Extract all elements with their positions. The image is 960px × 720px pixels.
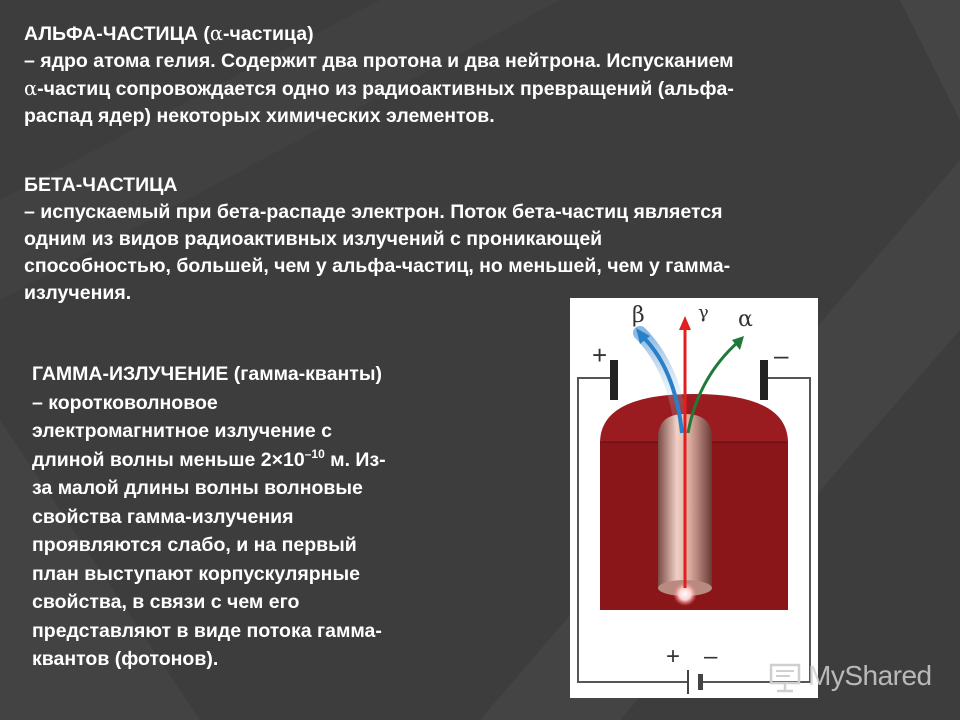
alpha-symbol: α	[24, 77, 38, 100]
gamma-text-line: план выступают корпускулярные	[32, 562, 360, 585]
beta-text-line: излучения.	[24, 282, 132, 304]
alpha-text-line: распад ядер) некоторых химических элементов.	[24, 105, 495, 127]
alpha-text-line: – ядро атома гелия. Содержит два протона и два нейтрона. Испусканием	[24, 50, 734, 72]
gamma-label: γ	[698, 302, 709, 323]
presentation-icon	[768, 659, 802, 693]
gamma-text-line: свойства гамма-излучения	[32, 505, 294, 528]
exponent: –10	[304, 446, 325, 461]
gamma-arrowhead	[679, 316, 691, 330]
watermark	[768, 656, 948, 696]
gamma-text-line: электромагнитное излучение с	[32, 420, 332, 442]
gamma-text-line: длиной волны меньше $2\times 10^{-10}$ м. Из-	[32, 446, 386, 471]
alpha-text-line: α-частиц сопровождается одно из радиоактивных превращений (альфа-	[24, 77, 734, 100]
alpha-symbol: α	[209, 22, 223, 45]
minus-sign-top: –	[774, 340, 789, 370]
plus-sign-top: +	[592, 340, 608, 370]
minus-sign-bottom: –	[704, 643, 718, 670]
plate-positive	[610, 360, 618, 400]
gamma-heading: ГАММА-ИЗЛУЧЕНИЕ (гамма-кванты)	[32, 363, 382, 385]
alpha-label: α	[738, 307, 753, 332]
gamma-text-line: за малой длины волны волновые	[32, 477, 363, 499]
gamma-text-line: представляют в виде потока гамма-	[32, 619, 382, 642]
watermark-text: MyShared	[808, 660, 932, 691]
gamma-text-line: свойства, в связи с чем его	[32, 591, 300, 613]
beta-text-line: способностью, большей, чем у альфа-частиц, но меньшей, чем у гамма-	[24, 255, 731, 277]
gamma-radiation-section	[32, 360, 492, 674]
beta-label: β	[632, 303, 645, 328]
beta-heading: БЕТА-ЧАСТИЦА	[24, 174, 178, 196]
gamma-text-line: проявляются слабо, и на первый	[32, 534, 357, 556]
beta-particle-section	[24, 172, 924, 307]
battery-plate-negative	[698, 674, 703, 690]
radiation-deflection-diagram	[570, 298, 818, 698]
alpha-heading: АЛЬФА-ЧАСТИЦА (α-частица)	[24, 22, 314, 45]
beta-text-line: – испускаемый при бета-распаде электрон. Поток бета-частиц является	[24, 201, 723, 223]
gamma-text-line: – коротковолновое	[32, 391, 218, 414]
plus-sign-bottom: +	[666, 643, 681, 670]
gamma-text-line: квантов (фотонов).	[32, 648, 219, 670]
alpha-particle-section	[24, 20, 924, 130]
beta-text-line: одним из видов радиоактивных излучений с проникающей	[24, 228, 603, 250]
plate-negative	[760, 360, 768, 400]
